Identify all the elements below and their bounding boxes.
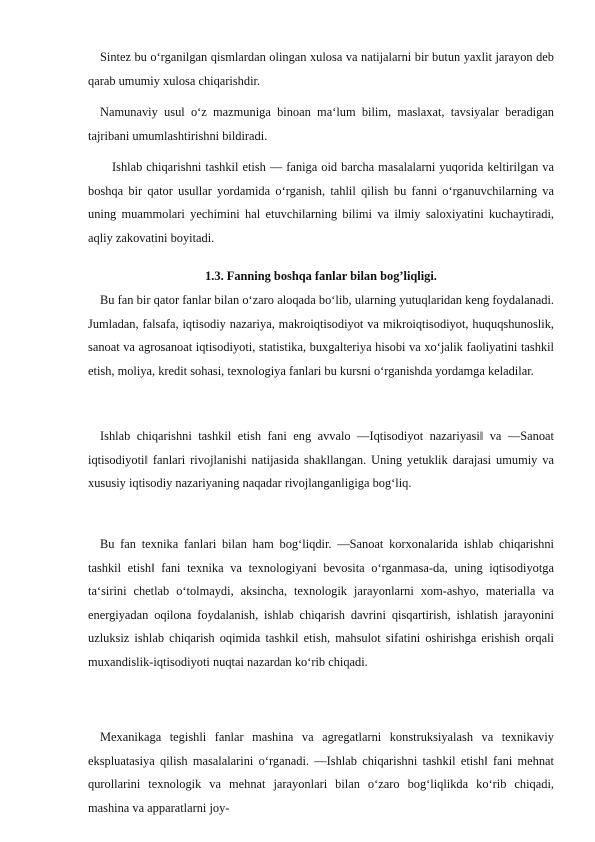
paragraph-texnika: Bu fan texnika fanlari bilan ham bog‘liqdir. ―Sanoat korxonalarida ishlab chiqarishni tashkil etish‖ fani texnika va texnologiyani bevosita o‘rganmasa-da, uning iqtisodiyotga ta‘sirini chetlab o‘tolmaydi, aksincha, texnologik jarayonlarni xom-ashyo, materialla va energiyadan oqilona foydalanish, ishlab chiqarish davrini qisqartirish, ishlatish jarayonini uzluksiz ishlab chiqarish oqimida tashkil etish, mahsulot sifatini oshirishga erishish orqali muxandislik-iqtisodiyoti nuqtai nazardan ko‘rib chiqadi. [88,537,554,669]
paragraph-sintez: Sintez bu o‘rganilgan qismlardan olingan xulosa va natijalarni bir butun yaxlit jarayon deb qarab umumiy xulosa chiqarishdir. [88,50,554,88]
paragraph-fanga-oid: Ishlab chiqarishni tashkil etish — faniga oid barcha masalalarni yuqorida keltirilgan va boshqa bir qator usullar yordamida o‘rganish, tahlil qilish bu fanni o‘rganuvchilarning va uning muammolari yechimini hal etuvchilarning bilimi va ilmiy saloxiyatini kuchaytiradi, aqliy zakovatini boyitadi. [88,160,554,245]
paragraph-boglanish: Bu fan bir qator fanlar bilan o‘zaro aloqada bo‘lib, ularning yutuqlaridan keng foydalanadi. Jumladan, falsafa, iqtisodiy nazariya, makroiqtisodiyot va mikroiqtisodiyot, huquqshunoslik, sanoat va agrosanoat iqtisodiyoti, statistika, buxgalteriya hisobi va xo‘jalik faoliyatini tashkil etish, moliya, kredit sohasi, texnologiya fanlari bu kursni o‘rganishda yordamga keladilar. [88,293,554,378]
section-heading: 1.3. Fanning boshqa fanlar bilan bog’liqligi. [205,269,437,283]
paragraph-mexanika: Mexanikaga tegishli fanlar mashina va agregatlarni konstruksiyalash va texnikaviy ekspluatasiya qilish masalalarini o‘rganadi. ―Ishlab chiqarishni tashkil etish‖ fani mehnat qurollarini texnologik va mehnat jarayonlari bilan o‘zaro bog‘liqlikda ko‘rib chiqadi, mashina va apparatlarni joy- [88,730,554,815]
paragraph-namunaviy: Namunaviy usul o‘z mazmuniga binoan ma‘lum bilim, maslaxat, tavsiyalar beradigan tajribani umumlashtirishni bildiradi. [88,105,554,143]
paragraph-iqtisodiyot: Ishlab chiqarishni tashkil etish fani eng avvalo ―Iqtisodiyot nazariyasi‖ va ―Sanoat iqtisodiyoti‖ fanlari rivojlanishi natijasida shakllangan. Uning yetuklik darajasi umumiy va xususiy iqtisodiy nazariyaning naqadar rivojlanganligiga bog‘liq. [88,429,554,491]
